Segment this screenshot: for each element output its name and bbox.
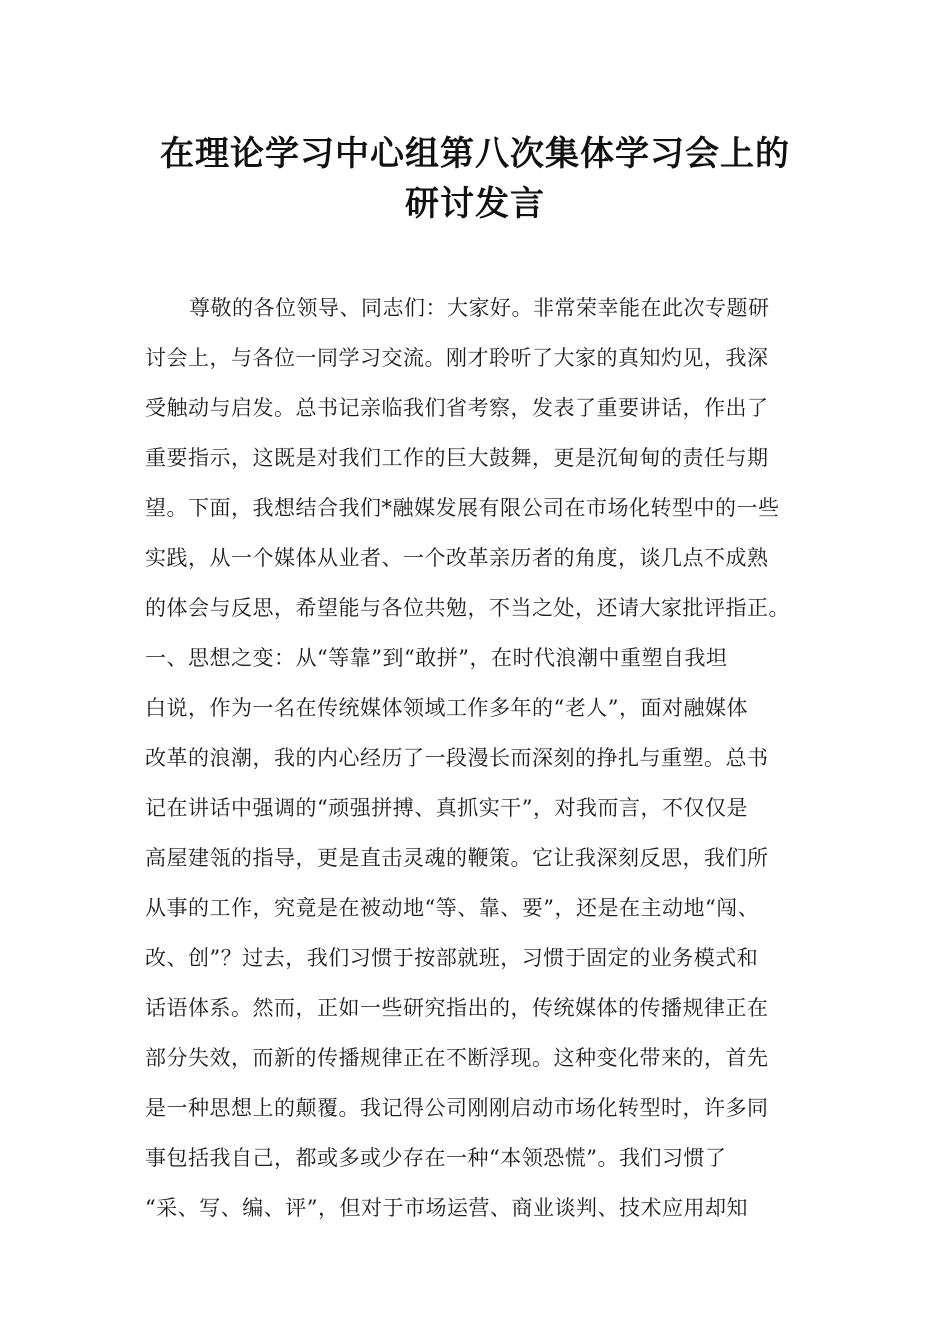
body-line: 白说，作为一名在传统媒体领域工作多年的“老人”，面对融媒体 <box>145 696 748 720</box>
body-line: 望。下面，我想结合我们*融媒发展有限公司在市场化转型中的一些 <box>145 496 780 520</box>
section-heading-line: 一、思想之变：从“等靠”到“敢拼”，在时代浪潮中重塑自我坦 <box>145 646 728 670</box>
body-line: 的体会与反思，希望能与各位共勉，不当之处，还请大家批评指正。 <box>145 596 790 620</box>
document-title-line-1: 在理论学习中心组第八次集体学习会上的 <box>160 134 790 174</box>
body-line: 尊敬的各位领导、同志们：大家好。非常荣幸能在此次专题研 <box>189 296 770 320</box>
body-line: 话语体系。然而，正如一些研究指出的，传统媒体的传播规律正在 <box>145 996 769 1020</box>
body-line: 重要指示，这既是对我们工作的巨大鼓舞，更是沉甸甸的责任与期 <box>145 446 769 470</box>
body-line: 高屋建瓴的指导，更是直击灵魂的鞭策。它让我深刻反思，我们所 <box>145 846 769 870</box>
body-line: 是一种思想上的颠覆。我记得公司刚刚启动市场化转型时，许多同 <box>145 1096 769 1120</box>
body-line: 从事的工作，究竟是在被动地“等、靠、要”，还是在主动地“闯、 <box>145 896 760 920</box>
body-line: 受触动与启发。总书记亲临我们省考察，发表了重要讲话，作出了 <box>145 396 769 420</box>
body-line: 实践，从一个媒体从业者、一个改革亲历者的角度，谈几点不成熟 <box>145 546 769 570</box>
document-body <box>145 283 825 1233</box>
body-line: 事包括我自己，都或多或少存在一种“本领恐慌”。我们习惯了 <box>145 1146 727 1170</box>
body-line: 记在讲话中强调的“顽强拼搏、真抓实干”，对我而言，不仅仅是 <box>145 796 748 820</box>
body-line: 讨会上，与各位一同学习交流。刚才聆听了大家的真知灼见，我深 <box>145 346 769 370</box>
body-line: “采、写、编、评”，但对于市场运营、商业谈判、技术应用却知 <box>145 1196 748 1220</box>
body-line: 改革的浪潮，我的内心经历了一段漫长而深刻的挣扎与重塑。总书 <box>145 746 769 770</box>
body-line: 部分失效，而新的传播规律正在不断浮现。这种变化带来的，首先 <box>145 1046 769 1070</box>
body-line: 改、创”？过去，我们习惯于按部就班，习惯于固定的业务模式和 <box>145 946 759 970</box>
document-title-line-2: 研讨发言 <box>405 184 545 224</box>
